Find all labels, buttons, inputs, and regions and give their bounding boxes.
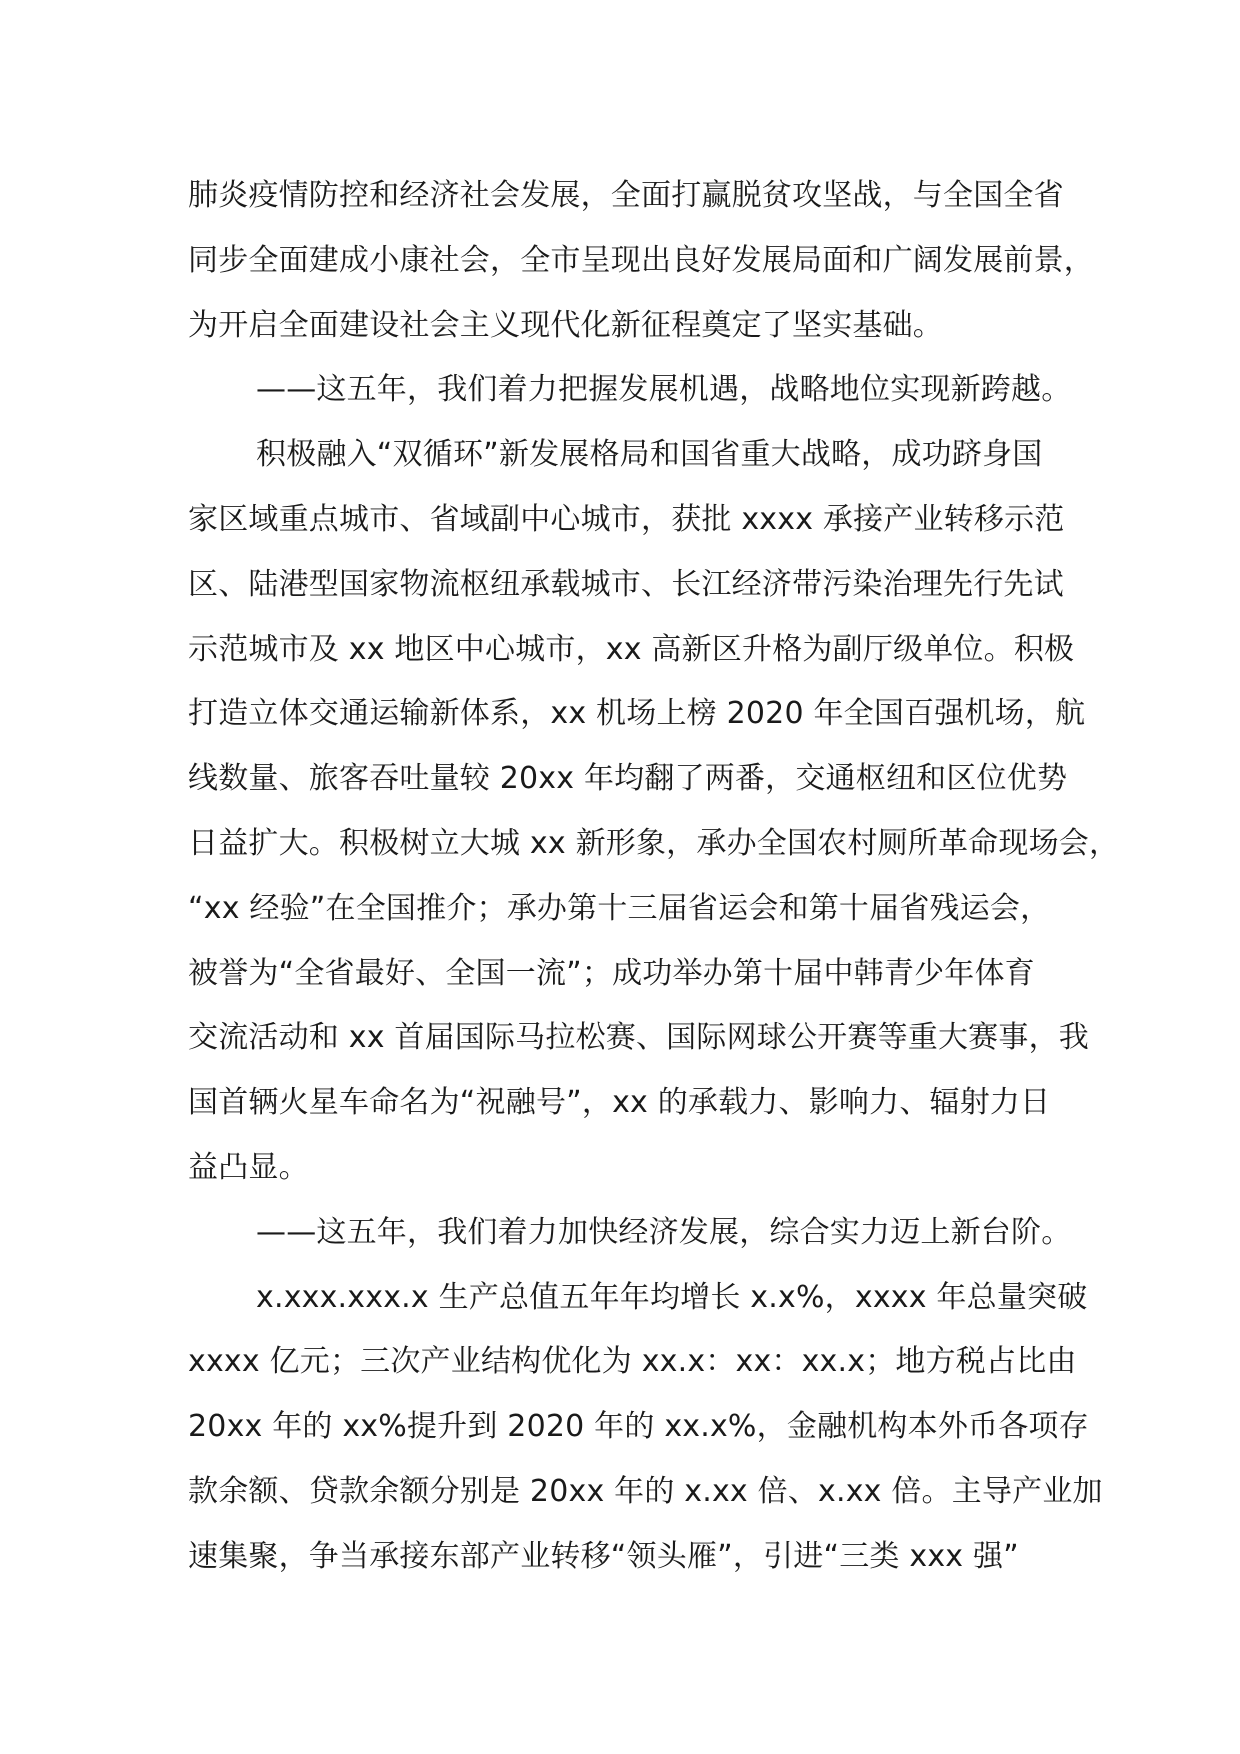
text-line: 同步全面建成小康社会，全市呈现出良好发展局面和广阔发展前景， — [188, 242, 1094, 278]
section-heading: ——这五年，我们着力加快经济发展，综合实力迈上新台阶。 — [256, 1214, 1072, 1250]
paragraph-first-line: x.xxx.xxx.x 生产总值五年年均增长 x.x%，xxxx 年总量突破 — [256, 1279, 1088, 1315]
text-line: 为开启全面建设社会主义现代化新征程奠定了坚实基础。 — [188, 307, 943, 343]
text-line: 线数量、旅客吞吐量较 20xx 年均翻了两番，交通枢纽和区位优势 — [188, 761, 1068, 797]
text-line: 被誉为“全省最好、全国一流”；成功举办第十届中韩青少年体育 — [188, 955, 1035, 991]
text-line: 20xx 年的 xx%提升到 2020 年的 xx.x%，金融机构本外币各项存 — [188, 1409, 1089, 1445]
text-line: 交流活动和 xx 首届国际马拉松赛、国际网球公开赛等重大赛事，我 — [188, 1020, 1089, 1056]
text-line: 国首辆火星车命名为“祝融号”，xx 的承载力、影响力、辐射力日 — [188, 1085, 1051, 1121]
section-heading: ——这五年，我们着力把握发展机遇，战略地位实现新跨越。 — [256, 372, 1072, 408]
text-line: 家区域重点城市、省域副中心城市，获批 xxxx 承接产业转移示范 — [188, 501, 1065, 537]
text-line: 速集聚，争当承接东部产业转移“领头雁”，引进“三类 xxx 强” — [188, 1538, 1019, 1574]
paragraph-first-line: 积极融入“双循环”新发展格局和国省重大战略，成功跻身国 — [256, 437, 1043, 473]
text-line: 肺炎疫情防控和经济社会发展，全面打赢脱贫攻坚战，与全国全省 — [188, 178, 1064, 213]
text-line: 益凸显。 — [188, 1149, 309, 1185]
text-line: 区、陆港型国家物流枢纽承载城市、长江经济带污染治理先行先试 — [188, 566, 1064, 602]
text-line: 打造立体交通运输新体系，xx 机场上榜 2020 年全国百强机场，航 — [188, 696, 1086, 732]
body-text — [188, 164, 1120, 1590]
text-line: 示范城市及 xx 地区中心城市，xx 高新区升格为副厅级单位。积极 — [188, 631, 1075, 667]
text-line: 款余额、贷款余额分别是 20xx 年的 x.xx 倍、x.xx 倍。主导产业加 — [188, 1473, 1103, 1509]
text-line: “xx 经验”在全国推介；承办第十三届省运会和第十届省残运会， — [188, 890, 1051, 926]
text-line: xxxx 亿元；三次产业结构优化为 xx.x：xx：xx.x；地方税占比由 — [188, 1344, 1077, 1380]
text-line: 日益扩大。积极树立大城 xx 新形象，承办全国农村厕所革命现场会， — [188, 825, 1120, 861]
